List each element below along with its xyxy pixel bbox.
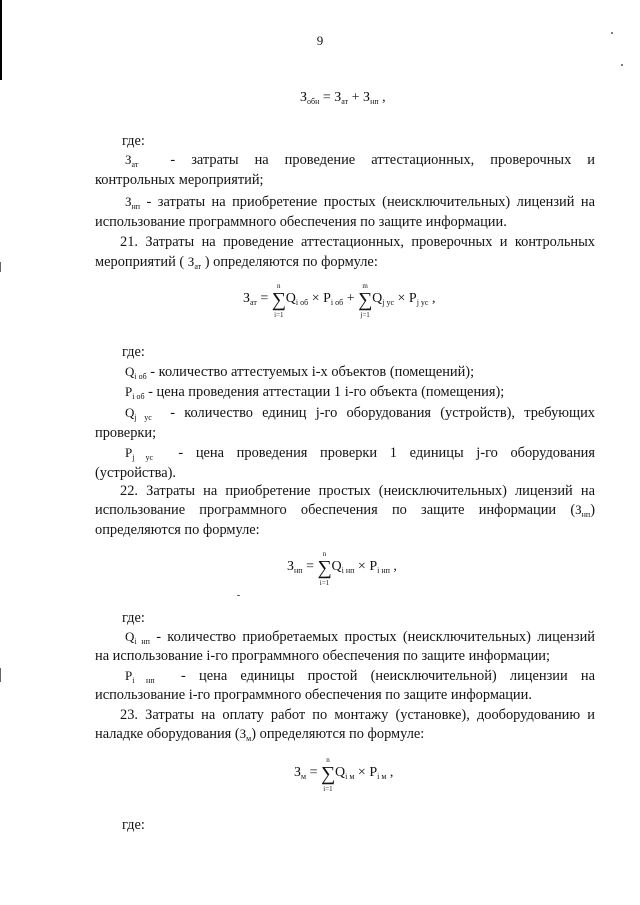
def-zat-line1: $З_{ат}$ - затраты на проведение аттестационных, проверочных и — [125, 152, 595, 169]
formula-zm: $З_м$ = ∑ n i=1 $Q_{i м} \times P_{i м}$ , — [294, 756, 394, 793]
def-piob: $P_{i об}$ - цена проведения аттестации 1 i-го объекта (помещения); — [125, 384, 505, 401]
where-label-1: где: — [122, 133, 145, 149]
def-qinp-line2: на использование i-го программного обеспечения по защите информации; — [95, 648, 551, 664]
def-pinp-line1: $P_{i нп}$ - цена единицы простой (неисключительной) лицензии на — [125, 668, 595, 685]
where-label-3: где: — [122, 610, 145, 626]
left-scan-edge-bottom — [0, 668, 1, 682]
sum-symbol-3: ∑ n i=1 — [317, 550, 332, 587]
formula-znp: $З_{нп}$ = ∑ n i=1 $Q_{i нп} \times P_{i нп}$ , — [287, 550, 397, 587]
scan-speck-2 — [621, 64, 623, 66]
left-scan-edge-mid — [0, 262, 1, 272]
p21-line2: мероприятий ( $З_{ат}$ ) определяются по формуле: — [95, 254, 378, 271]
p23-line2: наладке оборудования $(З_м)$ определяются по формуле: — [95, 726, 425, 743]
def-qjus-line2: проверки; — [95, 425, 157, 441]
formula-total: $З_{обн} = З_{ат} + З_{нп}$ , — [300, 90, 386, 106]
def-znp-line2: использование программного обеспечения по защите информации. — [95, 214, 507, 230]
sum-symbol-2: ∑ m j=1 — [358, 282, 373, 319]
scan-speck-3 — [237, 595, 240, 596]
sum-symbol-4: ∑ n i=1 — [320, 756, 336, 793]
def-qiob: $Q_{i об}$ - количество аттестуемых i-х объектов (помещений); — [125, 364, 475, 381]
where-label-2: где: — [122, 344, 145, 360]
where-label-4: где: — [122, 817, 145, 833]
def-pjus-line1: $P_{j ус}$ - цена проведения проверки 1 единицы j-го оборудования — [125, 445, 595, 462]
def-zat-line2: контрольных мероприятий; — [95, 172, 264, 188]
def-pjus-line2: (устройства). — [95, 465, 176, 481]
def-qinp-line1: $Q_{i нп}$ - количество приобретаемых простых (неисключительных) лицензий — [125, 629, 595, 646]
def-znp-line1: $З_{нп}$ - затраты на приобретение простых (неисключительных) лицензий на — [125, 194, 595, 211]
page-number: 9 — [316, 33, 324, 48]
def-qjus-line1: $Q_{j ус}$ - количество единиц j-го оборудования (устройств), требующих — [125, 405, 595, 422]
p21-line1: 21. Затраты на проведение аттестационных, проверочных и контрольных — [120, 234, 595, 250]
sum-symbol-1: ∑ n i=1 — [271, 282, 287, 319]
def-pinp-line2: использование i-го программного обеспечения по защите информации. — [95, 687, 532, 703]
p22-line3: определяются по формуле: — [95, 522, 260, 538]
p22-line1: 22. Затраты на приобретение простых (неисключительных) лицензий на — [120, 483, 595, 499]
formula-zat: $З_{ат}$ = ∑ n i=1 $Q_{i об} \times P_{i об}$ + ∑ m j=1 $Q_{j ус} \times P_{j ус}$ , — [243, 282, 436, 319]
p23-line1: 23. Затраты на оплату работ по монтажу (установке), дооборудованию и — [120, 707, 595, 723]
p22-line2: использование программного обеспечения по защите информации $(З_{нп})$ — [95, 502, 595, 519]
